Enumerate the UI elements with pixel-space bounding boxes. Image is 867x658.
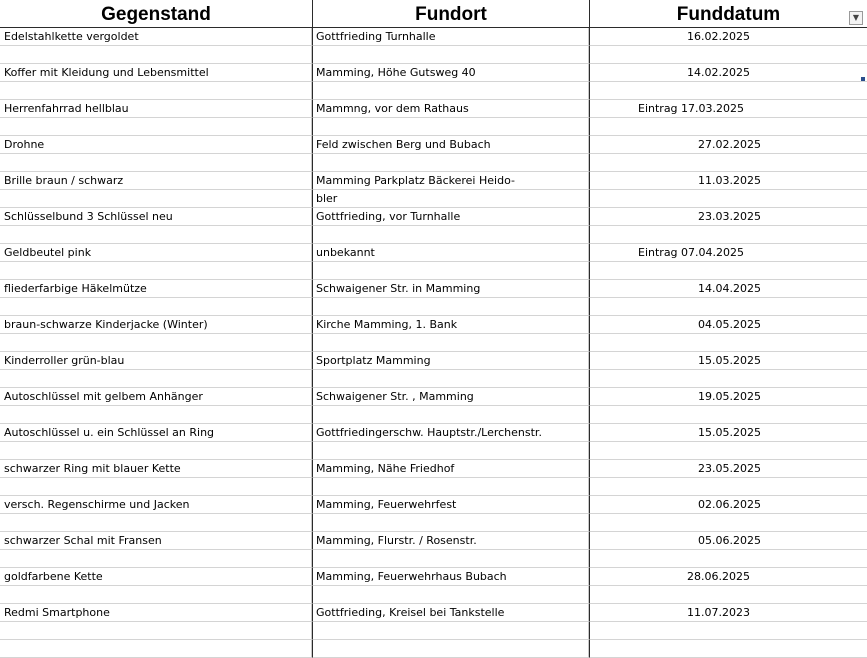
cell-gegenstand[interactable]: goldfarbene Kette — [0, 568, 312, 586]
cell-fundort[interactable]: Mamming, Nähe Friedhof — [312, 460, 589, 478]
cell-funddatum[interactable] — [589, 406, 867, 424]
cell-funddatum[interactable] — [589, 154, 867, 172]
cell-fundort[interactable] — [312, 622, 589, 640]
cell-fundort[interactable] — [312, 154, 589, 172]
cell-funddatum[interactable] — [589, 316, 867, 334]
cell-funddatum[interactable] — [589, 640, 867, 658]
date-value: 28.06.2025 — [687, 570, 750, 583]
table-row-blank — [0, 442, 867, 460]
dropdown-arrow-icon: ▼ — [852, 13, 860, 22]
cell-gegenstand[interactable]: Edelstahlkette vergoldet — [0, 28, 312, 46]
table-row-blank — [0, 82, 867, 100]
table-row — [0, 424, 867, 442]
table-row — [0, 208, 867, 226]
cell-gegenstand[interactable]: Autoschlüssel u. ein Schlüssel an Ring — [0, 424, 312, 442]
date-value: 23.03.2025 — [698, 210, 761, 223]
cell-fundort[interactable] — [312, 82, 589, 100]
cell-fundort[interactable]: Mammng, vor dem Rathaus — [312, 100, 589, 118]
cell-fundort[interactable]: Mamming, Feuerwehrhaus Bubach — [312, 568, 589, 586]
cell-gegenstand[interactable] — [0, 118, 312, 136]
table-row — [0, 568, 867, 586]
cell-funddatum[interactable] — [589, 568, 867, 586]
table-row-blank — [0, 154, 867, 172]
cell-fundort[interactable]: Kirche Mamming, 1. Bank — [312, 316, 589, 334]
cell-fundort[interactable] — [312, 550, 589, 568]
cell-funddatum[interactable] — [589, 388, 867, 406]
table-row-blank — [0, 46, 867, 64]
cell-fundort[interactable] — [312, 262, 589, 280]
cell-funddatum[interactable] — [589, 82, 867, 100]
cell-funddatum[interactable] — [589, 298, 867, 316]
cell-gegenstand[interactable]: Geldbeutel pink — [0, 244, 312, 262]
table-row — [0, 640, 867, 658]
cell-gegenstand[interactable] — [0, 334, 312, 352]
cell-fundort[interactable] — [312, 370, 589, 388]
cell-gegenstand[interactable] — [0, 478, 312, 496]
date-value: Eintrag 17.03.2025 — [638, 102, 745, 115]
cell-fundort[interactable] — [312, 640, 589, 658]
cell-gegenstand[interactable]: Autoschlüssel mit gelbem Anhänger — [0, 388, 312, 406]
cell-gegenstand[interactable] — [0, 82, 312, 100]
cell-gegenstand[interactable]: Koffer mit Kleidung und Lebensmittel — [0, 64, 312, 82]
cell-fundort[interactable] — [312, 442, 589, 460]
cell-fundort[interactable]: Sportplatz Mamming — [312, 352, 589, 370]
cell-gegenstand[interactable] — [0, 46, 312, 64]
filter-dropdown-button[interactable] — [849, 11, 863, 25]
cell-fundort[interactable] — [312, 586, 589, 604]
cell-funddatum[interactable] — [589, 622, 867, 640]
cell-gegenstand[interactable] — [0, 406, 312, 424]
cell-gegenstand[interactable]: fliederfarbige Häkelmütze — [0, 280, 312, 298]
date-value: 11.07.2023 — [687, 606, 750, 619]
cell-gegenstand[interactable] — [0, 442, 312, 460]
cell-gegenstand[interactable]: Schlüsselbund 3 Schlüssel neu — [0, 208, 312, 226]
cell-funddatum[interactable] — [589, 424, 867, 442]
date-value: 14.04.2025 — [698, 282, 761, 295]
date-value: 16.02.2025 — [687, 30, 750, 43]
cell-gegenstand[interactable]: Kinderroller grün-blau — [0, 352, 312, 370]
date-value: 15.05.2025 — [698, 426, 761, 439]
cell-gegenstand[interactable]: braun-schwarze Kinderjacke (Winter) — [0, 316, 312, 334]
table-row — [0, 280, 867, 298]
date-value: 04.05.2025 — [698, 318, 761, 331]
table-row — [0, 136, 867, 154]
table-row — [0, 64, 867, 82]
date-value: 15.05.2025 — [698, 354, 761, 367]
table-row-blank — [0, 586, 867, 604]
cell-fundort[interactable]: unbekannt — [312, 244, 589, 262]
date-value: 19.05.2025 — [698, 390, 761, 403]
date-value: 27.02.2025 — [698, 138, 761, 151]
cell-funddatum[interactable] — [589, 478, 867, 496]
table-row — [0, 28, 867, 46]
cell-funddatum[interactable] — [589, 262, 867, 280]
cell-gegenstand[interactable] — [0, 514, 312, 532]
cell-gegenstand[interactable] — [0, 586, 312, 604]
table-row-blank — [0, 622, 867, 640]
cell-funddatum[interactable] — [589, 604, 867, 622]
cell-fundort[interactable]: Gottfriedingerschw. Hauptstr./Lerchenstr. — [312, 424, 589, 442]
header-gegenstand[interactable]: Gegenstand — [101, 4, 211, 25]
date-value: 23.05.2025 — [698, 462, 761, 475]
table-row — [0, 388, 867, 406]
cell-gegenstand[interactable] — [0, 622, 312, 640]
cell-fundort[interactable] — [312, 334, 589, 352]
table-row-blank — [0, 406, 867, 424]
cell-funddatum[interactable] — [589, 136, 867, 154]
table-row-blank — [0, 226, 867, 244]
table-row-blank — [0, 118, 867, 136]
cell-fundort[interactable] — [312, 118, 589, 136]
cell-funddatum[interactable] — [589, 550, 867, 568]
table-row-blank — [0, 334, 867, 352]
cell-funddatum[interactable] — [589, 46, 867, 64]
table-row — [0, 352, 867, 370]
cell-comment-marker — [861, 77, 865, 81]
cell-fundort[interactable]: Gottfrieding Turnhalle — [312, 28, 589, 46]
cell-fundort[interactable] — [312, 406, 589, 424]
cell-gegenstand[interactable]: versch. Regenschirme und Jacken — [0, 496, 312, 514]
cell-fundort[interactable]: Mamming Parkplatz Bäckerei Heido- — [312, 172, 589, 190]
cell-fundort[interactable] — [312, 226, 589, 244]
cell-gegenstand[interactable] — [0, 298, 312, 316]
cell-funddatum[interactable] — [589, 208, 867, 226]
cell-fundort[interactable]: Gottfrieding, Kreisel bei Tankstelle — [312, 604, 589, 622]
cell-gegenstand[interactable]: Brille braun / schwarz — [0, 172, 312, 190]
cell-funddatum[interactable] — [589, 226, 867, 244]
cell-funddatum[interactable] — [589, 190, 867, 208]
date-value: 11.03.2025 — [698, 174, 761, 187]
table-row-blank — [0, 550, 867, 568]
cell-funddatum[interactable] — [589, 460, 867, 478]
cell-gegenstand[interactable] — [0, 154, 312, 172]
table-row — [0, 496, 867, 514]
cell-funddatum[interactable] — [589, 100, 867, 118]
cell-funddatum[interactable] — [589, 586, 867, 604]
cell-gegenstand[interactable] — [0, 640, 312, 658]
cell-gegenstand[interactable] — [0, 550, 312, 568]
cell-fundort[interactable] — [312, 514, 589, 532]
cell-fundort[interactable]: Mamming, Flurstr. / Rosenstr. — [312, 532, 589, 550]
table-row-blank — [0, 478, 867, 496]
cell-fundort[interactable] — [312, 478, 589, 496]
table-row — [0, 316, 867, 334]
cell-gegenstand[interactable]: Herrenfahrrad hellblau — [0, 100, 312, 118]
date-value: 14.02.2025 — [687, 66, 750, 79]
cell-gegenstand[interactable] — [0, 190, 312, 208]
header-fundort[interactable]: Fundort — [312, 0, 589, 28]
table-row-blank — [0, 370, 867, 388]
cell-fundort[interactable]: Mamming, Feuerwehrfest — [312, 496, 589, 514]
cell-funddatum[interactable] — [589, 496, 867, 514]
table-row — [0, 604, 867, 622]
cell-funddatum[interactable] — [589, 64, 867, 82]
cell-fundort[interactable]: Feld zwischen Berg und Bubach — [312, 136, 589, 154]
table-row-blank — [0, 190, 867, 208]
cell-fundort[interactable]: Gottfrieding, vor Turnhalle — [312, 208, 589, 226]
cell-funddatum[interactable] — [589, 532, 867, 550]
cell-fundort[interactable] — [312, 46, 589, 64]
table-row-blank — [0, 262, 867, 280]
cell-fundort[interactable]: bler — [312, 190, 589, 208]
cell-funddatum[interactable] — [589, 244, 867, 262]
table-row-blank — [0, 514, 867, 532]
cell-funddatum[interactable] — [589, 442, 867, 460]
cell-gegenstand[interactable] — [0, 226, 312, 244]
header-row — [0, 0, 867, 28]
cell-funddatum[interactable] — [589, 280, 867, 298]
cell-gegenstand[interactable] — [0, 262, 312, 280]
cell-funddatum[interactable] — [589, 352, 867, 370]
cell-funddatum[interactable] — [589, 514, 867, 532]
date-value: 02.06.2025 — [698, 498, 761, 511]
cell-fundort[interactable]: Schwaigener Str. in Mamming — [312, 280, 589, 298]
header-funddatum[interactable]: Funddatum — [589, 0, 867, 28]
cell-fundort[interactable]: Mamming, Höhe Gutsweg 40 — [312, 64, 589, 82]
cell-gegenstand[interactable]: Redmi Smartphone — [0, 604, 312, 622]
cell-funddatum[interactable] — [589, 28, 867, 46]
table-row — [0, 100, 867, 118]
cell-gegenstand[interactable]: schwarzer Ring mit blauer Kette — [0, 460, 312, 478]
cell-gegenstand[interactable]: Drohne — [0, 136, 312, 154]
table-row — [0, 172, 867, 190]
date-value: 05.06.2025 — [698, 534, 761, 547]
cell-funddatum[interactable] — [589, 334, 867, 352]
date-value: Eintrag 07.04.2025 — [638, 246, 745, 259]
cell-funddatum[interactable] — [589, 118, 867, 136]
table-row-blank — [0, 298, 867, 316]
cell-gegenstand[interactable] — [0, 370, 312, 388]
cell-fundort[interactable] — [312, 298, 589, 316]
cell-gegenstand[interactable]: schwarzer Schal mit Fransen — [0, 532, 312, 550]
cell-fundort[interactable]: Schwaigener Str. , Mamming — [312, 388, 589, 406]
table-row — [0, 460, 867, 478]
cell-funddatum[interactable] — [589, 370, 867, 388]
table-row — [0, 244, 867, 262]
cell-funddatum[interactable] — [589, 172, 867, 190]
table-row — [0, 532, 867, 550]
